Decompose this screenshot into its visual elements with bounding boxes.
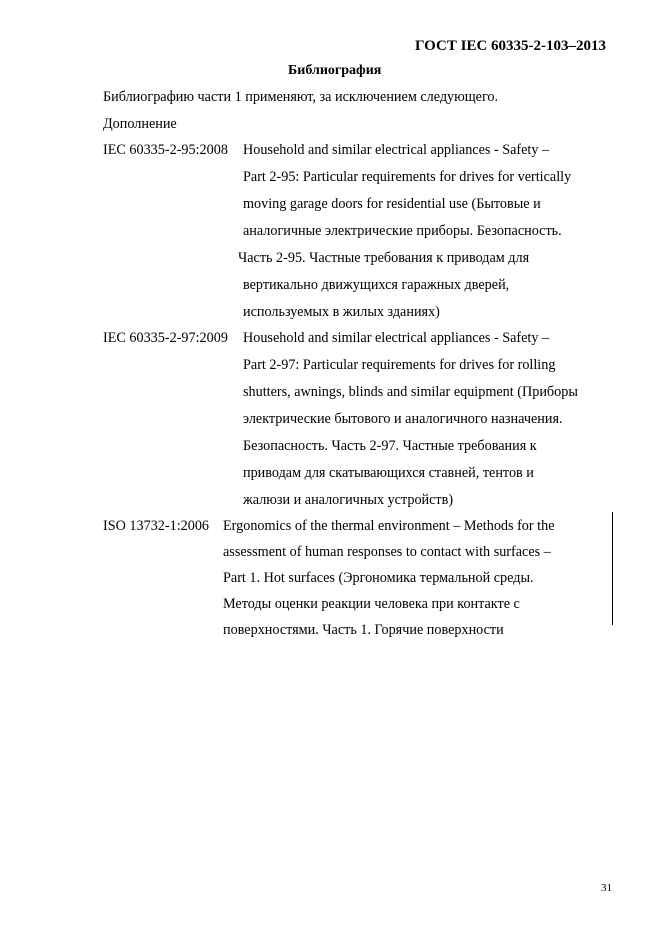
section-title: Библиография xyxy=(288,63,382,78)
entry-line: shutters, awnings, blinds and similar equipment (Приборы xyxy=(243,384,578,400)
entry-line: приводам для скатывающихся ставней, тентов и xyxy=(243,465,534,481)
entry-line: Part 1. Hot surfaces (Эргономика термальной среды. xyxy=(223,570,534,586)
entry-line: Методы оценки реакции человека при контакте с xyxy=(223,596,520,612)
document-header: ГОСТ IEC 60335-2-103–2013 xyxy=(415,38,607,54)
entry-designation: IEC 60335-2-97:2009 xyxy=(103,330,228,346)
entry-line: Часть 2-95. Частные требования к приводам для xyxy=(238,250,530,266)
revision-bar xyxy=(612,512,613,625)
addition-label: Дополнение xyxy=(103,116,177,132)
entry-line: Household and similar electrical appliances - Safety – xyxy=(243,330,550,346)
entry-designation: ISO 13732-1:2006 xyxy=(103,518,210,534)
entry-line: Household and similar electrical appliances - Safety – xyxy=(243,142,550,158)
page-number: 31 xyxy=(601,882,612,894)
entry-line: moving garage doors for residential use (Бытовые и xyxy=(243,196,541,212)
entry-line: assessment of human responses to contact with surfaces – xyxy=(223,544,551,560)
entry-line: Ergonomics of the thermal environment – Methods for the xyxy=(223,518,555,534)
entry-line: электрические бытового и аналогичного назначения. xyxy=(243,411,563,427)
entry-line: Part 2-97: Particular requirements for drives for rolling xyxy=(243,357,556,373)
entry-designation: IEC 60335-2-95:2008 xyxy=(103,142,228,158)
entry-line: вертикально движущихся гаражных дверей, xyxy=(243,277,510,293)
entry-line: аналогичные электрические приборы. Безопасность. xyxy=(243,223,562,239)
entry-line: жалюзи и аналогичных устройств) xyxy=(243,492,454,508)
entry-line: Безопасность. Часть 2-97. Частные требования к xyxy=(243,438,537,454)
intro-text: Библиографию части 1 применяют, за исключением следующего. xyxy=(103,89,499,105)
entry-line: используемых в жилых зданиях) xyxy=(243,304,440,320)
entry-line: поверхностями. Часть 1. Горячие поверхности xyxy=(223,622,504,638)
entry-line: Part 2-95: Particular requirements for drives for vertically xyxy=(243,169,572,185)
